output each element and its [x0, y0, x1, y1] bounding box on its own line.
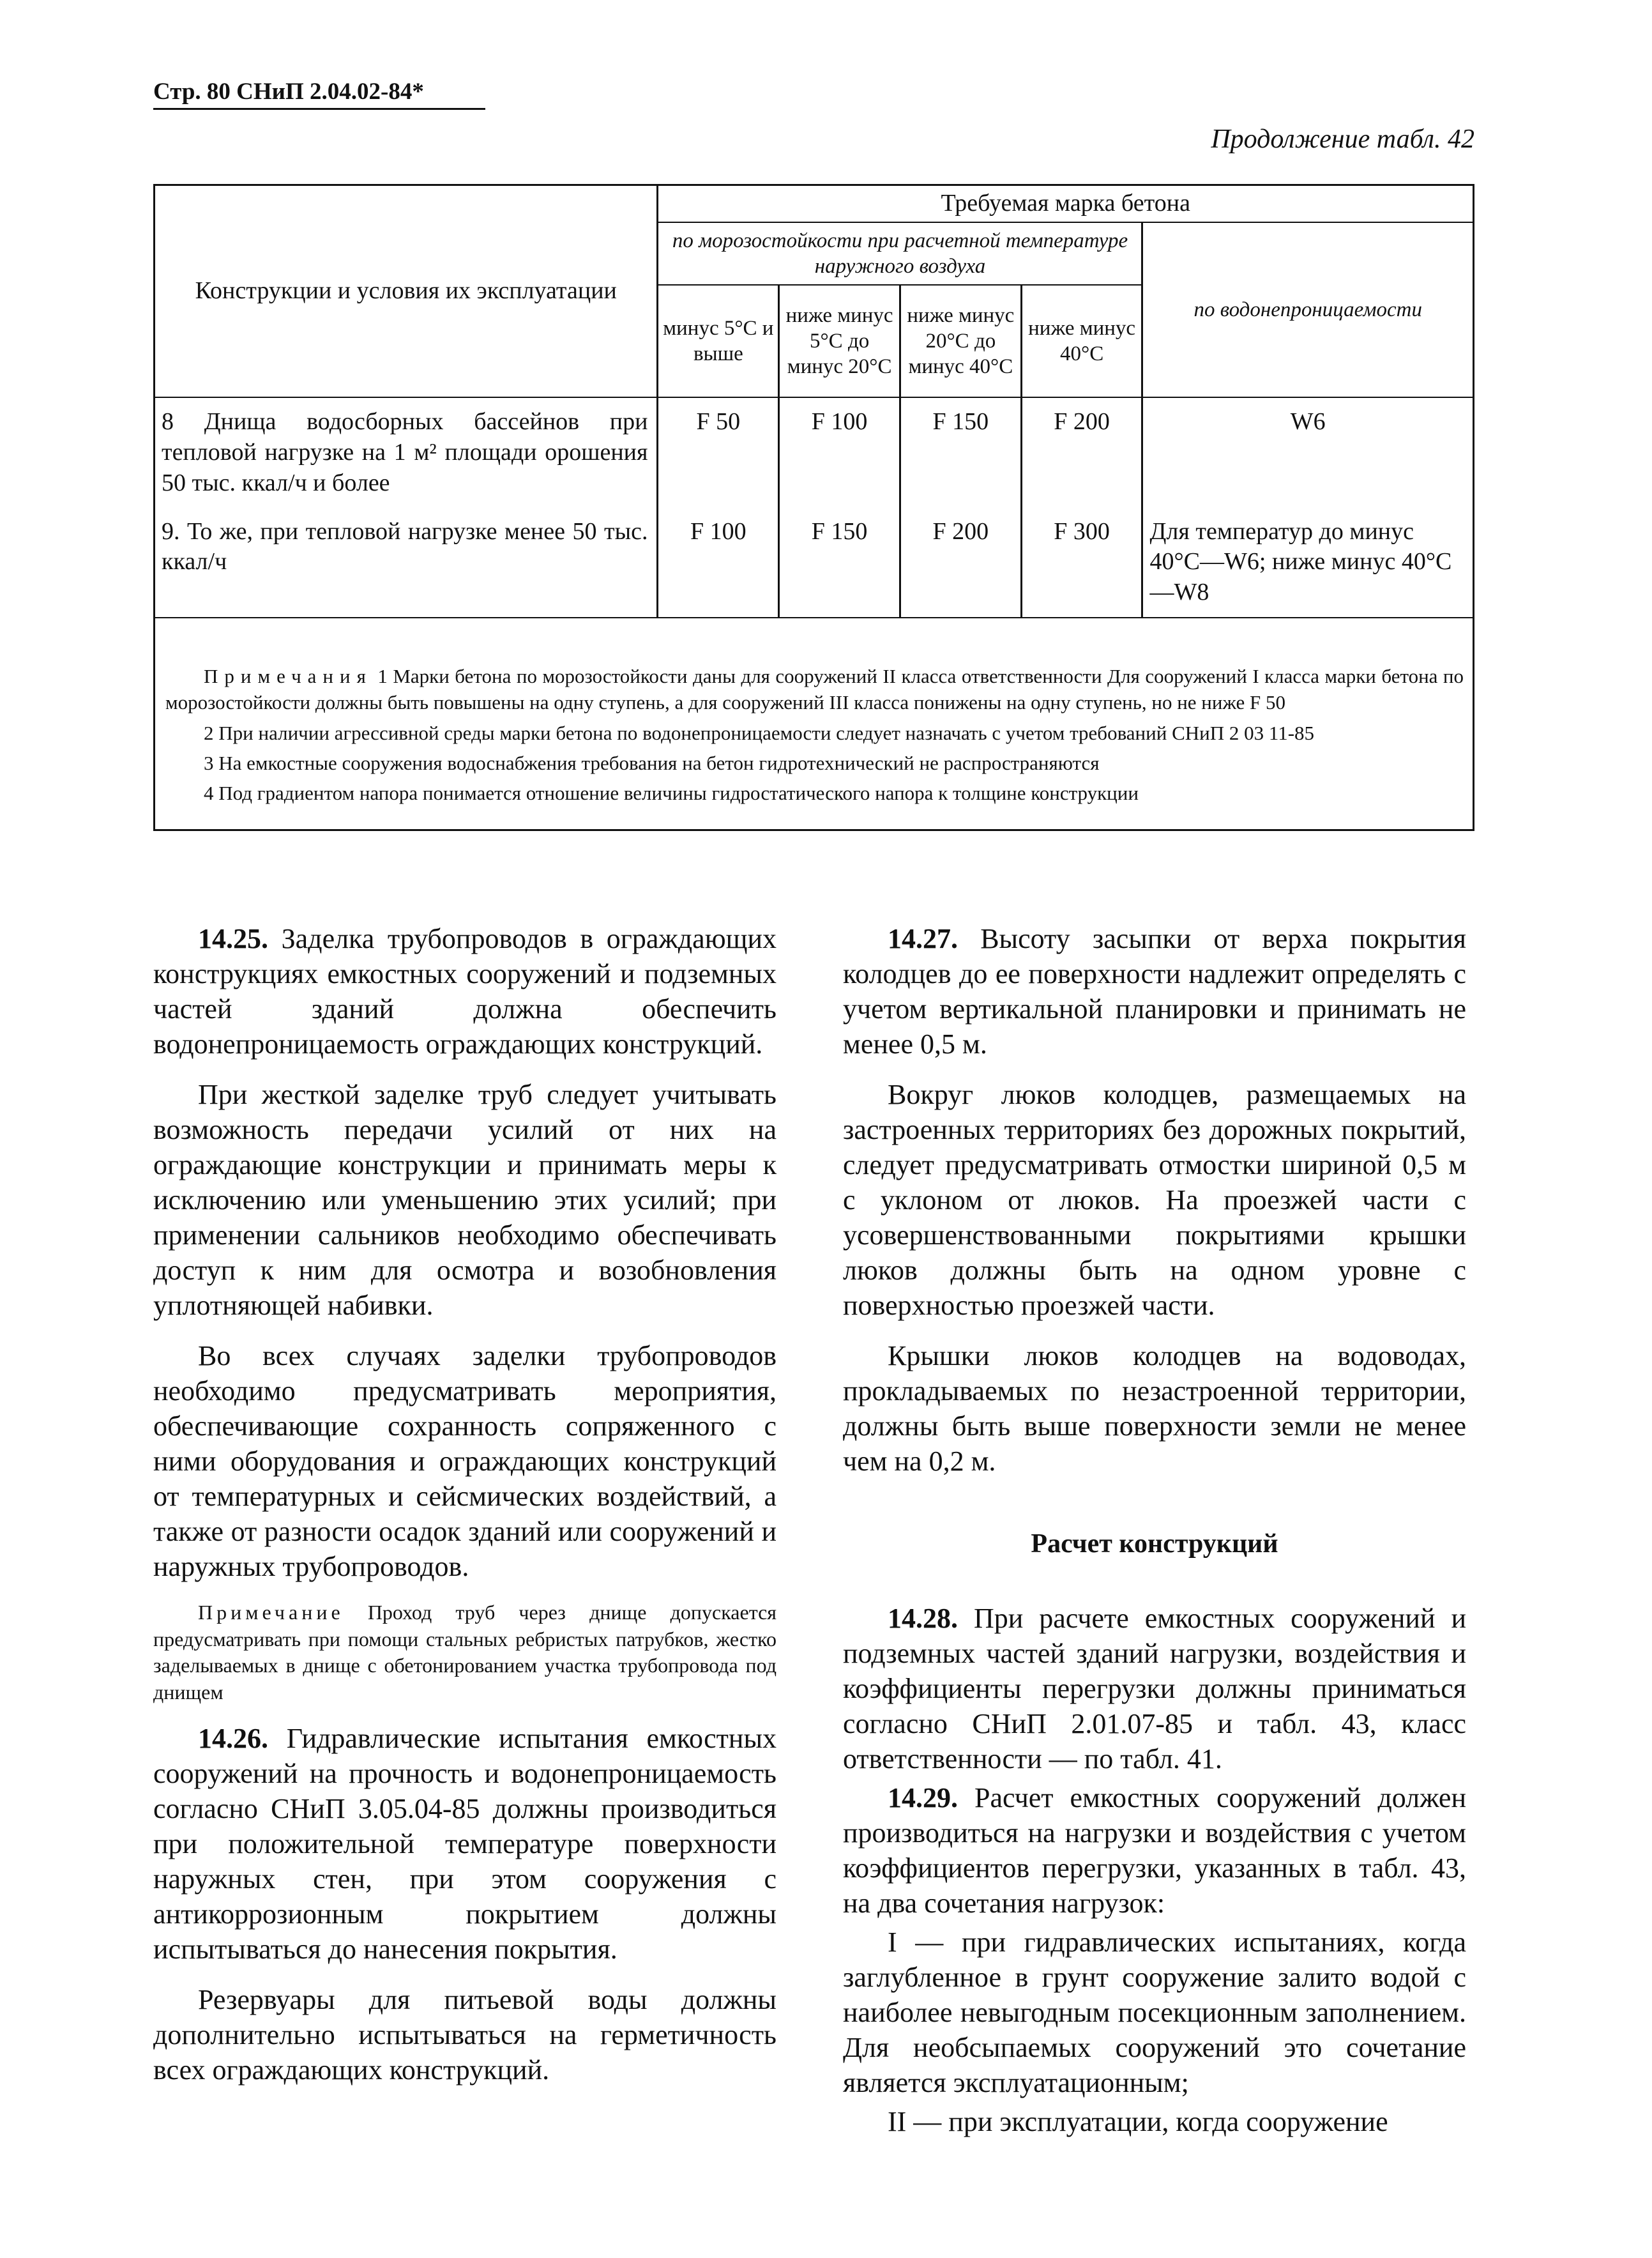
cell-water: Для температур до минус 40°С—W6; ниже минус 40°С—W8 — [1142, 508, 1474, 618]
note-1-text: 1 Марки бетона по морозостойкости даны для сооружений II класса ответственности Для сооружений I класса марки бетона по морозостойкости должны быть повышены на одну ступень, а для сооружений III класса понижены на одну ступень, но не ниже F 50 — [165, 665, 1464, 714]
paragraph: Резервуары для питьевой воды должны дополнительно испытываться на герметичность всех ограждающих конструкций. — [153, 1984, 777, 2086]
header-water: по водонепроницаемости — [1142, 222, 1474, 397]
page-header: Стр. 80 СНиП 2.04.02-84* — [153, 78, 485, 110]
header-required-grade: Требуемая марка бетона — [658, 185, 1474, 222]
note-3: 3 На емкостные сооружения водоснабжения требования на бетон гидротехнический не распространяются — [204, 751, 1100, 774]
table-row — [155, 508, 1474, 618]
section-heading: Расчет конструкций — [1031, 1529, 1278, 1559]
paragraph-text: Расчет емкостных сооружений должен производиться на нагрузки и воздействия с учетом коэффициентов перегрузки, указанных в табл. 43, на два сочетания нагрузок: — [843, 1781, 1466, 1919]
concrete-grade-table — [153, 184, 1474, 831]
cell-frost-3: F 200 — [900, 508, 1021, 618]
paragraph: При жесткой заделке труб следует учитывать возможность передачи усилий от них на ограждающие конструкции и принимать меры к исключению или уменьшению этих усилий; при применении сальников необходимо обеспечивать доступ к ним для осмотра и возобновления уплотняющей набивки. — [153, 1079, 777, 1321]
table-row — [155, 397, 1474, 508]
note-4: 4 Под градиентом напора понимается отношение величины гидростатического напора к толщине конструкции — [204, 782, 1139, 804]
paragraph-14-28 — [843, 1601, 1466, 1776]
paragraph-14-27 — [843, 921, 1466, 1062]
cell-frost-1: F 100 — [658, 508, 779, 618]
header-frost-col-1: минус 5°С и выше — [658, 285, 779, 397]
clause-number: 14.29. — [888, 1781, 958, 1813]
row-label: 8 Днища водосборных бассейнов при тепловой нагрузке на 1 м² площади орошения 50 тыс. ккал/ч и более — [155, 397, 658, 508]
paragraph: Во всех случаях заделки трубопроводов необходимо предусматривать мероприятия, обеспечивающие сохранность сопряженного с ними оборудования и ограждающих конструкций от температурных и сейсмических воздействий, а также от разности осадок зданий или сооружений и наружных трубопроводов. — [153, 1340, 777, 1582]
paragraph: Крышки люков колодцев на водоводах, прокладываемых по незастроенной территории, должны быть выше поверхности земли не менее чем на 0,2 м. — [843, 1340, 1466, 1477]
paragraph-14-25 — [153, 921, 777, 1062]
paragraph: I — при гидравлических испытаниях, когда заглубленное в грунт сооружение залито водой с наиболее невыгодным посекционным заполнением. Для необсыпаемых сооружений это сочетание является эксплуатационным; — [843, 1926, 1466, 2098]
paragraph-text: При расчете емкостных сооружений и подземных частей зданий нагрузки, воздействия и коэффициенты перегрузки должны приниматься согласно СНиП 2.01.07-85 и табл. 43, класс ответственности — по табл. 41. — [843, 1602, 1466, 1774]
clause-number: 14.25. — [198, 923, 268, 954]
note-heading: Примечание — [198, 1601, 344, 1624]
header-frost-group: по морозостойкости при расчетной температуре наружного воздуха — [658, 222, 1142, 285]
cell-frost-4: F 200 — [1021, 397, 1142, 508]
clause-number: 14.27. — [888, 923, 958, 954]
cell-frost-1: F 50 — [658, 397, 779, 508]
notes-heading: Примечания — [204, 665, 372, 688]
table-notes — [155, 618, 1474, 830]
paragraph-text: Гидравлические испытания емкостных сооружений на прочность и водонепроницаемость согласно СНиП 3.05.04-85 должны производиться при положительной температуре поверхности наружных стен, при этом сооружения с антикоррозионным покрытием должны испытываться до нанесения покрытия. — [153, 1723, 777, 1965]
right-column — [843, 921, 1466, 2143]
header-frost-col-3: ниже минус 20°С до минус 40°С — [900, 285, 1021, 397]
note-text: Проход труб через днище допускается предусматривать при помощи стальных ребристых патрубков, жестко заделываемых в днище с обетонированием участка трубопровода под днищем — [153, 1601, 777, 1704]
paragraph: Вокруг люков колодцев, размещаемых на застроенных территориях без дорожных покрытий, следует предусматривать отмостки шириной 0,5 м с уклоном от люков. На проезжей части с усовершенствованными покрытиями крышки люков должны быть на одном уровне с поверхностью проезжей части. — [843, 1079, 1466, 1321]
left-column — [153, 921, 777, 2103]
cell-frost-3: F 150 — [900, 397, 1021, 508]
paragraph-text: Высоту засыпки от верха покрытия колодцев до ее поверхности надлежит определять с учетом вертикальной планировки и принимать не менее 0,5 м. — [843, 923, 1467, 1060]
paragraph-14-26 — [153, 1721, 777, 1967]
clause-number: 14.28. — [888, 1602, 958, 1634]
cell-frost-2: F 150 — [779, 508, 900, 618]
paragraph: II — при эксплуатации, когда сооружение — [888, 2105, 1388, 2137]
header-frost-col-2: ниже минус 5°С до минус 20°С — [779, 285, 900, 397]
cell-frost-4: F 300 — [1021, 508, 1142, 618]
header-constructions: Конструкции и условия их эксплуатации — [155, 185, 658, 397]
row-label: 9. То же, при тепловой нагрузке менее 50 тыс. ккал/ч — [155, 508, 658, 618]
paragraph-14-29 — [843, 1780, 1466, 1921]
cell-water: W6 — [1142, 397, 1474, 508]
note — [153, 1599, 777, 1705]
cell-frost-2: F 100 — [779, 397, 900, 508]
header-frost-col-4: ниже минус 40°С — [1021, 285, 1142, 397]
note-1 — [165, 663, 1464, 715]
note-2: 2 При наличии агрессивной среды марки бетона по водонепроницаемости следует назначать с учетом требований СНиП 2 03 11-85 — [204, 721, 1315, 744]
table-continuation-label: Продолжение табл. 42 — [1211, 125, 1474, 154]
clause-number: 14.26. — [198, 1723, 268, 1755]
paragraph-text: Заделка трубопроводов в ограждающих конструкциях емкостных сооружений и подземных частей зданий должна обеспечить водонепроницаемость ограждающих конструкций. — [153, 923, 777, 1060]
